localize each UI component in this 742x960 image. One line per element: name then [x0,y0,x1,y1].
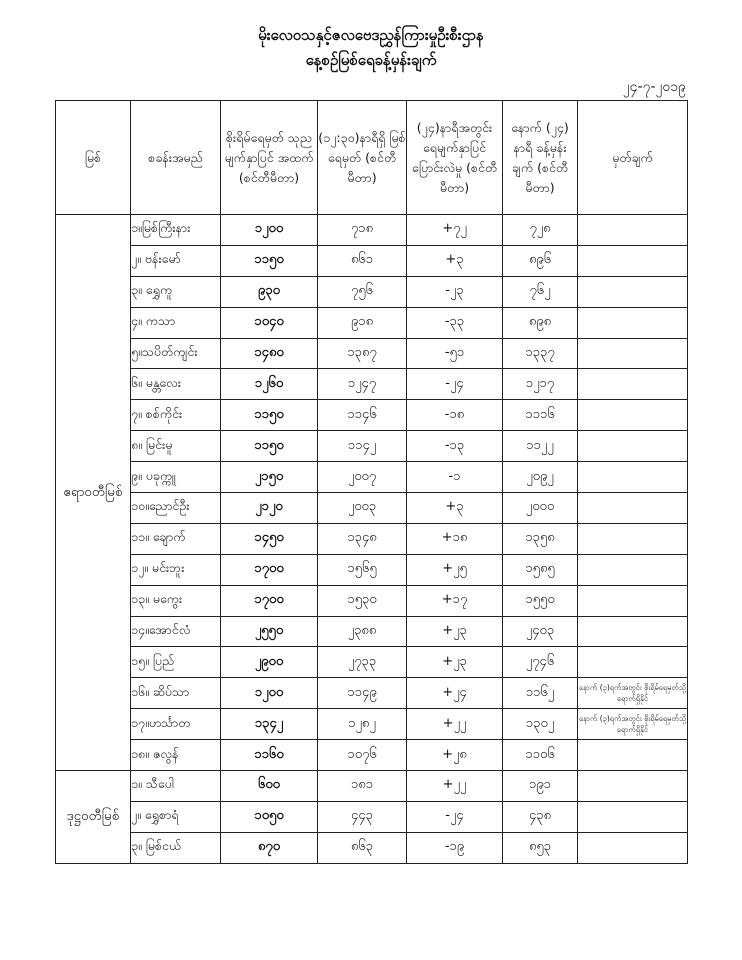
current-level-cell: ၁၅၃၀ [318,585,407,616]
table-row [56,616,688,647]
table-row [56,215,688,246]
remark-cell [578,585,688,616]
table-row [56,585,688,616]
danger-level-cell: ၁၇၀၀ [221,554,318,585]
current-level-cell: ၁၃၄၈ [318,523,407,554]
danger-level-cell: ၂၉၀၀ [221,647,318,678]
change-cell: +၂၈ [407,740,503,771]
station-name: ၁၆။ ဆိပ်သာ [131,678,221,709]
table-row [56,647,688,678]
current-level-cell: ၇၁၈ [318,215,407,246]
danger-level-cell: ၂၁၂၀ [221,493,318,524]
forecast-cell: ၁၁၀၆ [503,740,578,771]
danger-level-cell: ၁၂၀၀ [221,678,318,709]
current-level-cell: ၂၇၃၃ [318,647,407,678]
current-level-cell: ၁၅၆၅ [318,554,407,585]
forecast-cell: ၁၁၆၂ [503,678,578,709]
danger-level-cell: ၁၁၆၀ [221,740,318,771]
forecast-cell: ၇၆၂ [503,276,578,307]
remark-cell [578,523,688,554]
station-name: ၁၃။ မကွေး [131,585,221,616]
remark-cell [578,462,688,493]
table-row [56,462,688,493]
remark-cell [578,215,688,246]
current-level-cell: ၈၆၃ [318,832,407,863]
current-level-cell: ၁၂၄၇ [318,369,407,400]
remark-cell [578,307,688,338]
danger-level-cell: ၈၇၀ [221,832,318,863]
river-name: ဧရာဝတီမြစ် [56,215,131,771]
change-cell: +၂၃ [407,616,503,647]
forecast-cell: ၄၃၈ [503,801,578,832]
change-cell: +၂၃ [407,647,503,678]
table-row [56,338,688,369]
change-cell: +၁၈ [407,523,503,554]
report-date: ၂၄-၇-၂၀၁၉ [622,79,686,95]
header-change: (၂၄)နာရီအတွင်း ရေမျက်နှာပြင် ပြောင်းလဲမှု (စင်တီမီတာ) [407,101,503,215]
danger-level-cell: ၆၀၀ [221,771,318,802]
station-name: ၄။ ကသာ [131,307,221,338]
forecast-cell: ၂၄၀၃ [503,616,578,647]
station-name: ၃။ ရွှေကူ [131,276,221,307]
danger-level-cell: ၁၂၆၀ [221,369,318,400]
station-name: ၁၅။ ပြည် [131,647,221,678]
current-level-cell: ၇၅၆ [318,276,407,307]
forecast-cell: ၁၃၀၂ [503,709,578,740]
remark-cell [578,771,688,802]
danger-level-cell: ၂၁၅၀ [221,462,318,493]
forecast-cell: ၈၉၆ [503,245,578,276]
remark-cell [578,832,688,863]
remark-cell [578,276,688,307]
current-level-cell: ၁၀၇၆ [318,740,407,771]
remark-cell [578,369,688,400]
change-cell: +၂၅ [407,554,503,585]
station-name: ၁၁။ ချောက် [131,523,221,554]
change-cell: +၇၂ [407,215,503,246]
current-level-cell: ၂၃၈၈ [318,616,407,647]
change-cell: -၁ [407,462,503,493]
table-row [56,307,688,338]
change-cell: -၁၉ [407,832,503,863]
table-row [56,801,688,832]
header-danger-level: စိုးရိမ်ရေမှတ် သုညမျက်နှာပြင် အထက် (စင်တီမီတာ) [221,101,318,215]
station-name: ၈။ မြင်းမူ [131,431,221,462]
station-name: ၁၄။အောင်လံ [131,616,221,647]
forecast-cell: ၁၂၁၇ [503,369,578,400]
station-name: ၅။သပိတ်ကျင်း [131,338,221,369]
change-cell: -၃၃ [407,307,503,338]
table-row [56,832,688,863]
forecast-cell: ၁၅၅၀ [503,585,578,616]
remark-cell [578,493,688,524]
danger-level-cell: ၁၁၅၀ [221,400,318,431]
station-name: ၁၀။ညောင်ဦး [131,493,221,524]
current-level-cell: ၁၁၄၉ [318,678,407,709]
forecast-cell: ၂၀၀၀ [503,493,578,524]
remark-cell [578,554,688,585]
forecast-cell: ၇၂၈ [503,215,578,246]
table-row [56,523,688,554]
change-cell: -၂၃ [407,276,503,307]
table-row [56,276,688,307]
current-level-cell: ၄၄၃ [318,801,407,832]
change-cell: -၁၈ [407,400,503,431]
table-row [56,400,688,431]
change-cell: -၂၄ [407,801,503,832]
header-row [56,101,688,215]
change-cell: +၃ [407,493,503,524]
current-level-cell: ၁၃၈၇ [318,338,407,369]
danger-level-cell: ၁၄၈၀ [221,338,318,369]
header-current-level: (၁၂:၃၀)နာရီရှိ မြစ်ရေမှတ် (စင်တီမီတာ) [318,101,407,215]
forecast-cell: ၈၉၈ [503,307,578,338]
current-level-cell: ၈၆၁ [318,245,407,276]
station-name: ၁။မြစ်ကြီးနား [131,215,221,246]
remark-cell [578,647,688,678]
danger-level-cell: ၉၃၀ [221,276,318,307]
forecast-cell: ၁၁၁၆ [503,400,578,431]
station-name: ၆။ မန္တလေး [131,369,221,400]
change-cell: +၃ [407,245,503,276]
river-name: ဒုဋ္ဌဝတီမြစ် [56,771,131,864]
remark-cell [578,740,688,771]
table-row [56,678,688,709]
table-row [56,493,688,524]
table-row [56,369,688,400]
current-level-cell: ၉၁၈ [318,307,407,338]
danger-level-cell: ၁၀၄၀ [221,307,318,338]
report-subtitle: နေ့စဉ်မြစ်ရေခန့်မှန်းချက် [305,51,437,69]
station-name: ၂။ ဗန်းမော် [131,245,221,276]
water-level-table [55,100,688,864]
forecast-cell: ၈၅၃ [503,832,578,863]
forecast-cell: ၂၇၄၆ [503,647,578,678]
remark-cell [578,431,688,462]
forecast-cell: ၁၃၅၈ [503,523,578,554]
danger-level-cell: ၁၃၄၂ [221,709,318,740]
current-level-cell: ၁၂၈၂ [318,709,407,740]
table-row [56,709,688,740]
change-cell: +၁၇ [407,585,503,616]
remark-cell: နောက် (၃)ရက်အတွင်း စိုးရိမ်ရေမှတ်သို့ ရောက်ရှိနိုင် [578,678,688,709]
change-cell: +၂၂ [407,771,503,802]
station-name: ၁။ သီပေါ [131,771,221,802]
change-cell: -၁၃ [407,431,503,462]
danger-level-cell: ၁၄၅၀ [221,523,318,554]
station-name: ၁၂။ မင်းဘူး [131,554,221,585]
current-level-cell: ၁၁၄၂ [318,431,407,462]
remark-cell [578,801,688,832]
danger-level-cell: ၁၁၅၀ [221,431,318,462]
change-cell: +၂၄ [407,678,503,709]
current-level-cell: ၂၀၀၇ [318,462,407,493]
forecast-cell: ၂၀၉၂ [503,462,578,493]
station-name: ၁၈။ ဇလွန် [131,740,221,771]
header-station: စခန်းအမည် [131,101,221,215]
forecast-cell: ၁၅၈၅ [503,554,578,585]
current-level-cell: ၁၈၁ [318,771,407,802]
change-cell: -၅၁ [407,338,503,369]
danger-level-cell: ၁၂၀၀ [221,215,318,246]
station-name: ၉။ ပခုက္ကူ [131,462,221,493]
forecast-cell: ၁၁၂၂ [503,431,578,462]
change-cell: +၂၂ [407,709,503,740]
report-title: မိုးလေဝသနှင့်ဇလဗေဒညွှန်ကြားမှုဦးစီးဌာန [258,26,484,44]
change-cell: -၂၄ [407,369,503,400]
header-remark: မှတ်ချက် [578,101,688,215]
remark-cell [578,400,688,431]
danger-level-cell: ၁၇၀၀ [221,585,318,616]
header-forecast: နောက် (၂၄) နာရီ ခန့်မှန်းချက် (စင်တီမီတာ) [503,101,578,215]
station-name: ၇။ စစ်ကိုင်း [131,400,221,431]
table-row [56,771,688,802]
danger-level-cell: ၁၁၅၀ [221,245,318,276]
header-river: မြစ် [56,101,131,215]
station-name: ၃။ မြစ်ငယ် [131,832,221,863]
table-row [56,554,688,585]
station-name: ၂။ ရွှေစာရံ [131,801,221,832]
remark-cell: နောက် (၃)ရက်အတွင်း စိုးရိမ်ရေမှတ်သို့ ရောက်ရှိနိုင် [578,709,688,740]
danger-level-cell: ၁၀၅၀ [221,801,318,832]
table-row [56,431,688,462]
current-level-cell: ၁၁၄၆ [318,400,407,431]
table-row [56,740,688,771]
danger-level-cell: ၂၅၅၀ [221,616,318,647]
remark-cell [578,616,688,647]
remark-cell [578,338,688,369]
table-body [56,215,688,864]
current-level-cell: ၂၀၀၃ [318,493,407,524]
forecast-cell: ၁၉၁ [503,771,578,802]
remark-cell [578,245,688,276]
forecast-cell: ၁၃၃၇ [503,338,578,369]
table-row [56,245,688,276]
station-name: ၁၇။ဟင်္သာတ [131,709,221,740]
